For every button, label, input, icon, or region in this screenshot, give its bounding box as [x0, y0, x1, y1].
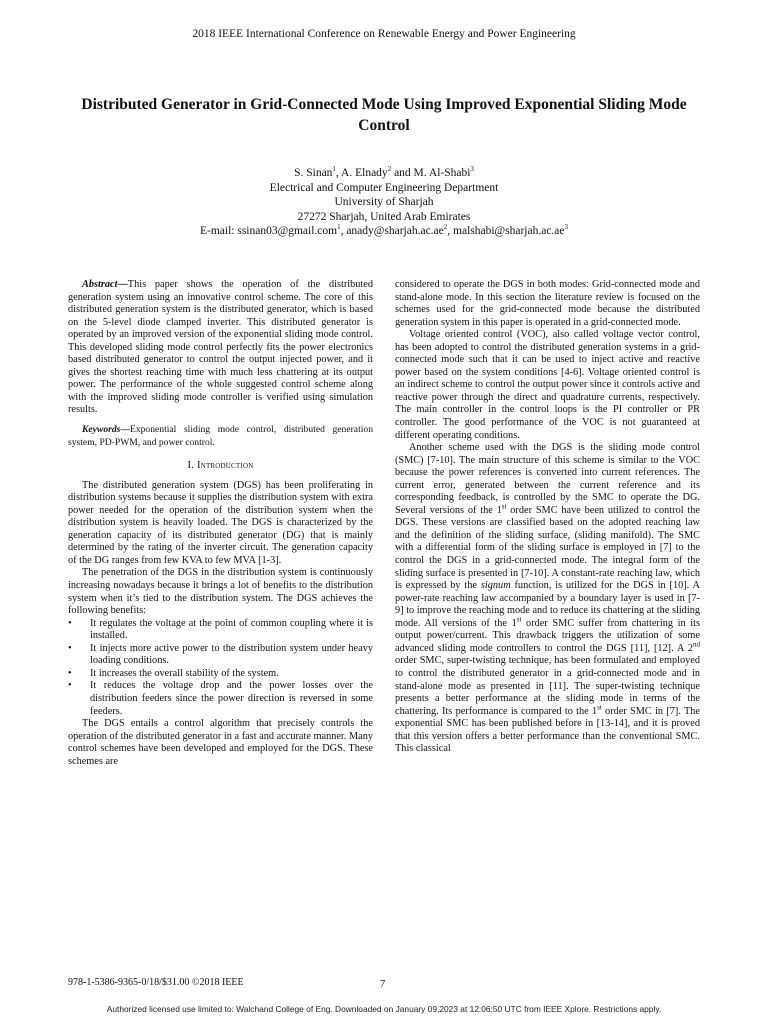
body-paragraph — [395, 442, 700, 756]
text-run: order SMC in [7]. The exponential SMC has been published before in [13-14], and it is proved that this version offers a better performance than the conventional SMC. This classical — [395, 705, 701, 755]
abstract-dash: — — [117, 279, 128, 290]
email-address: malshabi@sharjah.ac.ae — [453, 225, 565, 238]
list-item — [68, 668, 373, 681]
signum-term: signum — [480, 580, 511, 592]
bullet-marker: • — [68, 680, 72, 692]
text-run: order SMC suffer from chattering in its output power/current. This drawback triggers the utilization of some advanced sliding mode controllers to control the DGS [11], [12]. A 2 — [395, 617, 700, 654]
email-prefix: E-mail: — [199, 225, 238, 238]
keywords-text: Exponential sliding mode control, distributed generation system, PD-PWM, and power control. — [68, 424, 373, 448]
address: 27272 Sharjah, United Arab Emirates — [297, 210, 471, 223]
author-separator: and — [391, 167, 414, 179]
list-item-text: It injects more active power to the distribution system under heavy loading conditions. — [90, 642, 373, 667]
list-item-text: It reduces the voltage drop and the power losses over the distribution feeders since the power direction is reversed in some feeders. — [90, 680, 373, 717]
footer-isbn: 978-1-5386-9365-0/18/$31.00 ©2018 IEEE — [68, 977, 244, 988]
ordinal-sup: st — [516, 615, 522, 624]
abstract-label: Abstract — [82, 279, 118, 290]
page-number: 7 — [380, 979, 386, 990]
body-paragraph: Voltage oriented control (VOC), also called voltage vector control, has been adopted to control the distributed generation systems in a grid-connected mode such that it can be used to inject active and reactive power based on the system conditions [4-6]. Voltage oriented control is an indirect scheme to control the output power since it controls active and reactive power through the direct and quadrature currents, respectively. The main controller in the control loops is the PI controller or PR controller. The good performance of the VOC is not guaranteed at different operating conditions. — [395, 329, 700, 441]
author-affil-sup: 1 — [332, 165, 336, 174]
left-column — [68, 279, 373, 768]
ordinal-sup: nd — [693, 640, 700, 649]
text-run: order SMC have been utilized to control the DGS. These versions are classified based on the adopted reaching law and the definition of the sliding surface, (sliding manifold). The SMC with a differential form of the sliding surface is employed in [7] to the control the DGS in a grid-connected mode. The integral form of the sliding surface is presented in [7-10]. A constant-rate reaching law, which is expressed by the — [395, 504, 700, 592]
bullet-marker: • — [68, 667, 72, 679]
list-item — [68, 680, 373, 718]
author-name: S. Sinan — [294, 167, 333, 179]
text-run: order SMC, super-twisting technique, has been formulated and employed to control the distributed generator in a grid-connected mode and in stand-alone mode as presented in [11]. The super-twisting technique presents a better performance at the sliding mode in terms of the chattering. Its performance is compared to the 1 — [395, 655, 700, 717]
paper-title: Distributed Generator in Grid-Connected Mode Using Improved Exponential Sliding Mode Control — [81, 96, 687, 134]
author-separator: , — [335, 167, 342, 179]
ordinal-sup: st — [501, 502, 507, 511]
right-column — [395, 279, 700, 756]
email-address: ssinan03@gmail.com — [237, 225, 338, 238]
university: University of Sharjah — [334, 196, 434, 209]
section-numeral: I. — [187, 460, 197, 472]
email-sup: 3 — [564, 223, 569, 232]
benefits-list — [68, 618, 373, 718]
license-notice: Authorized licensed use limited to: Walchand College of Eng. Downloaded on January 09,2023 at 12:06:50 UTC from IEEE Xplore. Restrictions apply. — [106, 1004, 662, 1014]
conference-header: 2018 IEEE International Conference on Renewable Energy and Power Engineering — [192, 28, 576, 40]
keywords-label: Keywords — [82, 424, 121, 436]
text-run: Another scheme used with the DGS is the sliding mode control (SMC) [7-10]. The main structure of this scheme is similar to the VOC because the power references is converted into current references. The current error, generated between the current reference and its corresponding feedback, is controlled by the SMC to operate the DG. Several versions of the 1 — [395, 442, 700, 516]
email-sup: 2 — [443, 223, 448, 232]
text-run: function, is utilized for the DGS in [10]. A power-rate reaching law accompanied by a boundary layer is used in [7-9] to improve the reaching mode and to reduce its chattering at the sliding mode. All versions of the 1 — [395, 580, 700, 629]
keywords-paragraph — [68, 424, 373, 449]
author-affil-sup: 3 — [470, 165, 474, 174]
list-item-text: It increases the overall stability of the system. — [90, 667, 279, 679]
abstract-paragraph — [68, 279, 373, 417]
email-sup: 1 — [337, 223, 341, 232]
ordinal-sup: st — [597, 703, 602, 712]
email-line: E-mail: ssinan03@gmail.com$^1$, $anady@sharjah.ac.ae^2$, $malshabi@sharjah.ac.ae^3$ — [199, 223, 569, 238]
section-title: Introduction — [196, 460, 254, 472]
author-name: A. Elnady — [341, 167, 388, 179]
bullet-marker: • — [68, 617, 72, 629]
list-item-text: It regulates the voltage at the point of common coupling where it is installed. — [90, 617, 373, 642]
list-item — [68, 643, 373, 668]
body-paragraph: The DGS entails a control algorithm that precisely controls the operation of the distributed generator in a fast and accurate manner. Many control schemes have been developed and employed for the DGS. These schemes are — [68, 718, 373, 767]
body-paragraph: The distributed generation system (DGS) has been proliferating in distribution systems because it supplies the distribution system with extra power needed for the operation of the distribution system when the distribution system is heavily loaded. The DGS is characterized by the generation capacity of its distributed generator (DG) that is mainly determined by the rating of the inverter circuit. The generation capacity of the DG ranges from few KVA to few MVA [1-3]. — [68, 479, 373, 566]
list-item — [68, 618, 373, 643]
author-block — [0, 166, 768, 239]
keywords-dash: — — [120, 424, 130, 436]
body-paragraph-continued: considered to operate the DGS in both modes: Grid-connected mode and stand-alone mode. In this section the literature review is focused on the schemes used for the grid-connected mode because the distributed generation system in this paper is operated in a grid-connected mode. — [395, 279, 700, 328]
body-paragraph: The penetration of the DGS in the distribution system is continuously increasing nowadays because it brings a lot of benefits to the distribution system when it’s tied to the distribution system. The DGS achieves the following benefits: — [68, 567, 373, 617]
author-affil-sup: 2 — [387, 165, 392, 174]
bullet-marker: • — [68, 642, 72, 654]
department: Electrical and Computer Engineering Department — [269, 181, 499, 194]
email-address: anady@sharjah.ac.ae — [346, 225, 444, 238]
author-names — [0, 166, 768, 181]
section-heading-introduction — [68, 460, 373, 473]
abstract-text: This paper shows the operation of the distributed generation system using an innovative control scheme. The core of this distributed generation system is the distributed generator, which is based on the 5-level diode clamped inverter. This distributed generator is operated by an improved version of the exponential sliding mode control. This developed sliding mode control perfectly fits the power electronics based distributed generator to control the output injected power, and it gives the shortest reaching time with much less chattering at its output power. The performance of the whole suggested control scheme along with the improved sliding mode controller is verified using simulation results. — [68, 279, 373, 416]
author-name: M. Al-Shabi — [413, 167, 471, 179]
